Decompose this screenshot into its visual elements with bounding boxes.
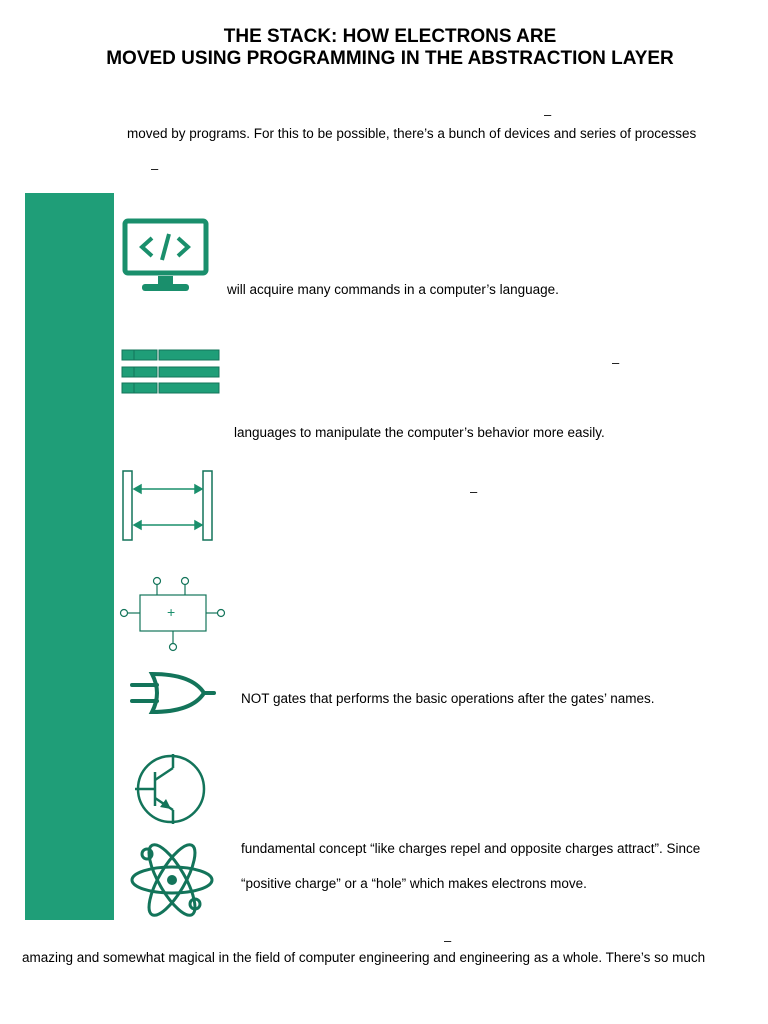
layer-3-dash: –	[470, 484, 478, 499]
intro-dash-b: –	[151, 161, 159, 176]
footer-dash: –	[444, 933, 452, 948]
layer-2-dash: –	[612, 355, 620, 370]
layers-table-icon	[121, 349, 221, 395]
monitor-code-icon	[122, 218, 212, 294]
intro-line: moved by programs. For this to be possible, there’s a bunch of devices and series of processes	[127, 126, 697, 141]
adder-plus-symbol: +	[167, 604, 176, 620]
title-line-1: THE STACK: HOW ELECTRONS ARE	[223, 26, 557, 47]
adder-circuit-icon	[119, 575, 229, 653]
layer-2-text: languages to manipulate the computer’s behavior more easily.	[234, 425, 605, 440]
intro-dash-a: –	[544, 107, 552, 122]
title-line-2: MOVED USING PROGRAMMING IN THE ABSTRACTION LAYER	[106, 48, 674, 69]
layer-7-text-a: fundamental concept “like charges repel and opposite charges attract”. Since	[241, 841, 701, 856]
layer-5-text: NOT gates that performs the basic operations after the gates’ names.	[241, 691, 655, 706]
page-title	[0, 26, 768, 70]
footer-line: amazing and somewhat magical in the field of computer engineering and engineering as a whole. There’s so much	[22, 950, 706, 965]
interface-arrows-icon	[121, 469, 216, 543]
layer-7-text-b: “positive charge” or a “hole” which makes electrons move.	[241, 876, 587, 891]
transistor-icon	[133, 752, 209, 826]
logic-gate-icon	[130, 670, 216, 716]
stack-sidebar-bar	[25, 193, 114, 920]
layer-1-text: will acquire many commands in a computer’s language.	[227, 282, 559, 297]
atom-icon	[129, 842, 215, 918]
